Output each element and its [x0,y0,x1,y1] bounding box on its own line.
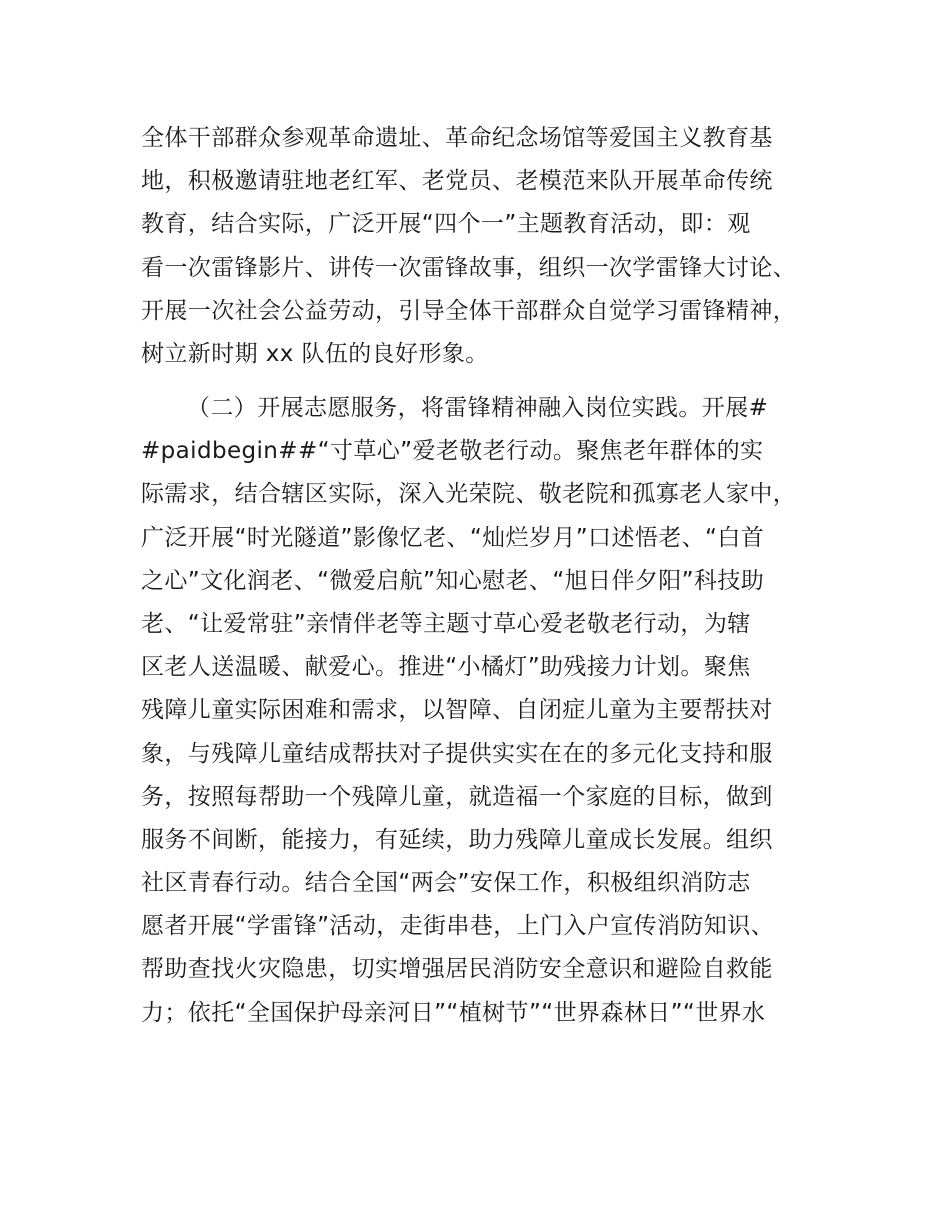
paragraph-line: #paidbegin##“寸草心”爱老敬老行动。聚焦老年群体的实 [141,438,764,465]
paragraph-line: 力；依托“全国保护母亲河日”“植树节”“世界森林日”“世界水 [141,999,766,1026]
paragraph-2 [141,387,841,1035]
paragraph-line: 老、“让爱常驻”亲情伴老等主题寸草心爱老敬老行动，为辖 [141,610,751,637]
paragraph-line: 象，与残障儿童结成帮扶对子提供实实在在的多元化支持和服 [141,740,773,767]
paragraph-line: 全体干部群众参观革命遗址、革命纪念场馆等爱国主义教育基 [141,125,773,151]
paragraph-line: （二）开展志愿服务，将雷锋精神融入岗位实践。开展# [187,395,769,421]
paragraph-line: 帮助查找火灾隐患，切实增强居民消防安全意识和避险自救能 [141,956,773,983]
paragraph-line: 务，按照每帮助一个残障儿童，就造福一个家庭的目标，做到 [141,783,773,810]
paragraph-line: 愿者开展“学雷锋”活动，走街串巷，上门入户宣传消防知识、 [141,913,775,940]
paragraph-line: 之心”文化润老、“微爱启航”知心慰老、“旭日伴夕阳”科技助 [141,567,765,594]
paragraph-line: 服务不间断，能接力，有延续，助力残障儿童成长发展。组织 [141,826,773,853]
paragraph-line: 看一次雷锋影片、讲传一次雷锋故事，组织一次学雷锋大讨论、 [141,254,797,281]
paragraph-line: 社区青春行动。结合全国“两会”安保工作，积极组织消防志 [141,870,751,897]
paragraph-line: 际需求，结合辖区实际，深入光荣院、敬老院和孤寡老人家中， [141,481,797,508]
paragraph-line: 广泛开展“时光隧道”影像忆老、“灿烂岁月”口述悟老、“白首 [141,524,765,551]
paragraph-line: 区老人送温暖、献爱心。推进“小橘灯”助残接力计划。聚焦 [141,654,751,681]
paragraph-line: 教育，结合实际，广泛开展“四个一”主题教育活动，即：观 [141,211,751,238]
paragraph-line: 残障儿童实际困难和需求，以智障、自闭症儿童为主要帮扶对 [141,697,773,724]
paragraph-line: 开展一次社会公益劳动，引导全体干部群众自觉学习雷锋精神， [141,297,797,324]
paragraph-line: 树立新时期 xx 队伍的良好形象。 [141,340,489,367]
paragraph-line: 地，积极邀请驻地老红军、老党员、老模范来队开展革命传统 [141,168,773,195]
paragraph-1 [141,117,841,376]
